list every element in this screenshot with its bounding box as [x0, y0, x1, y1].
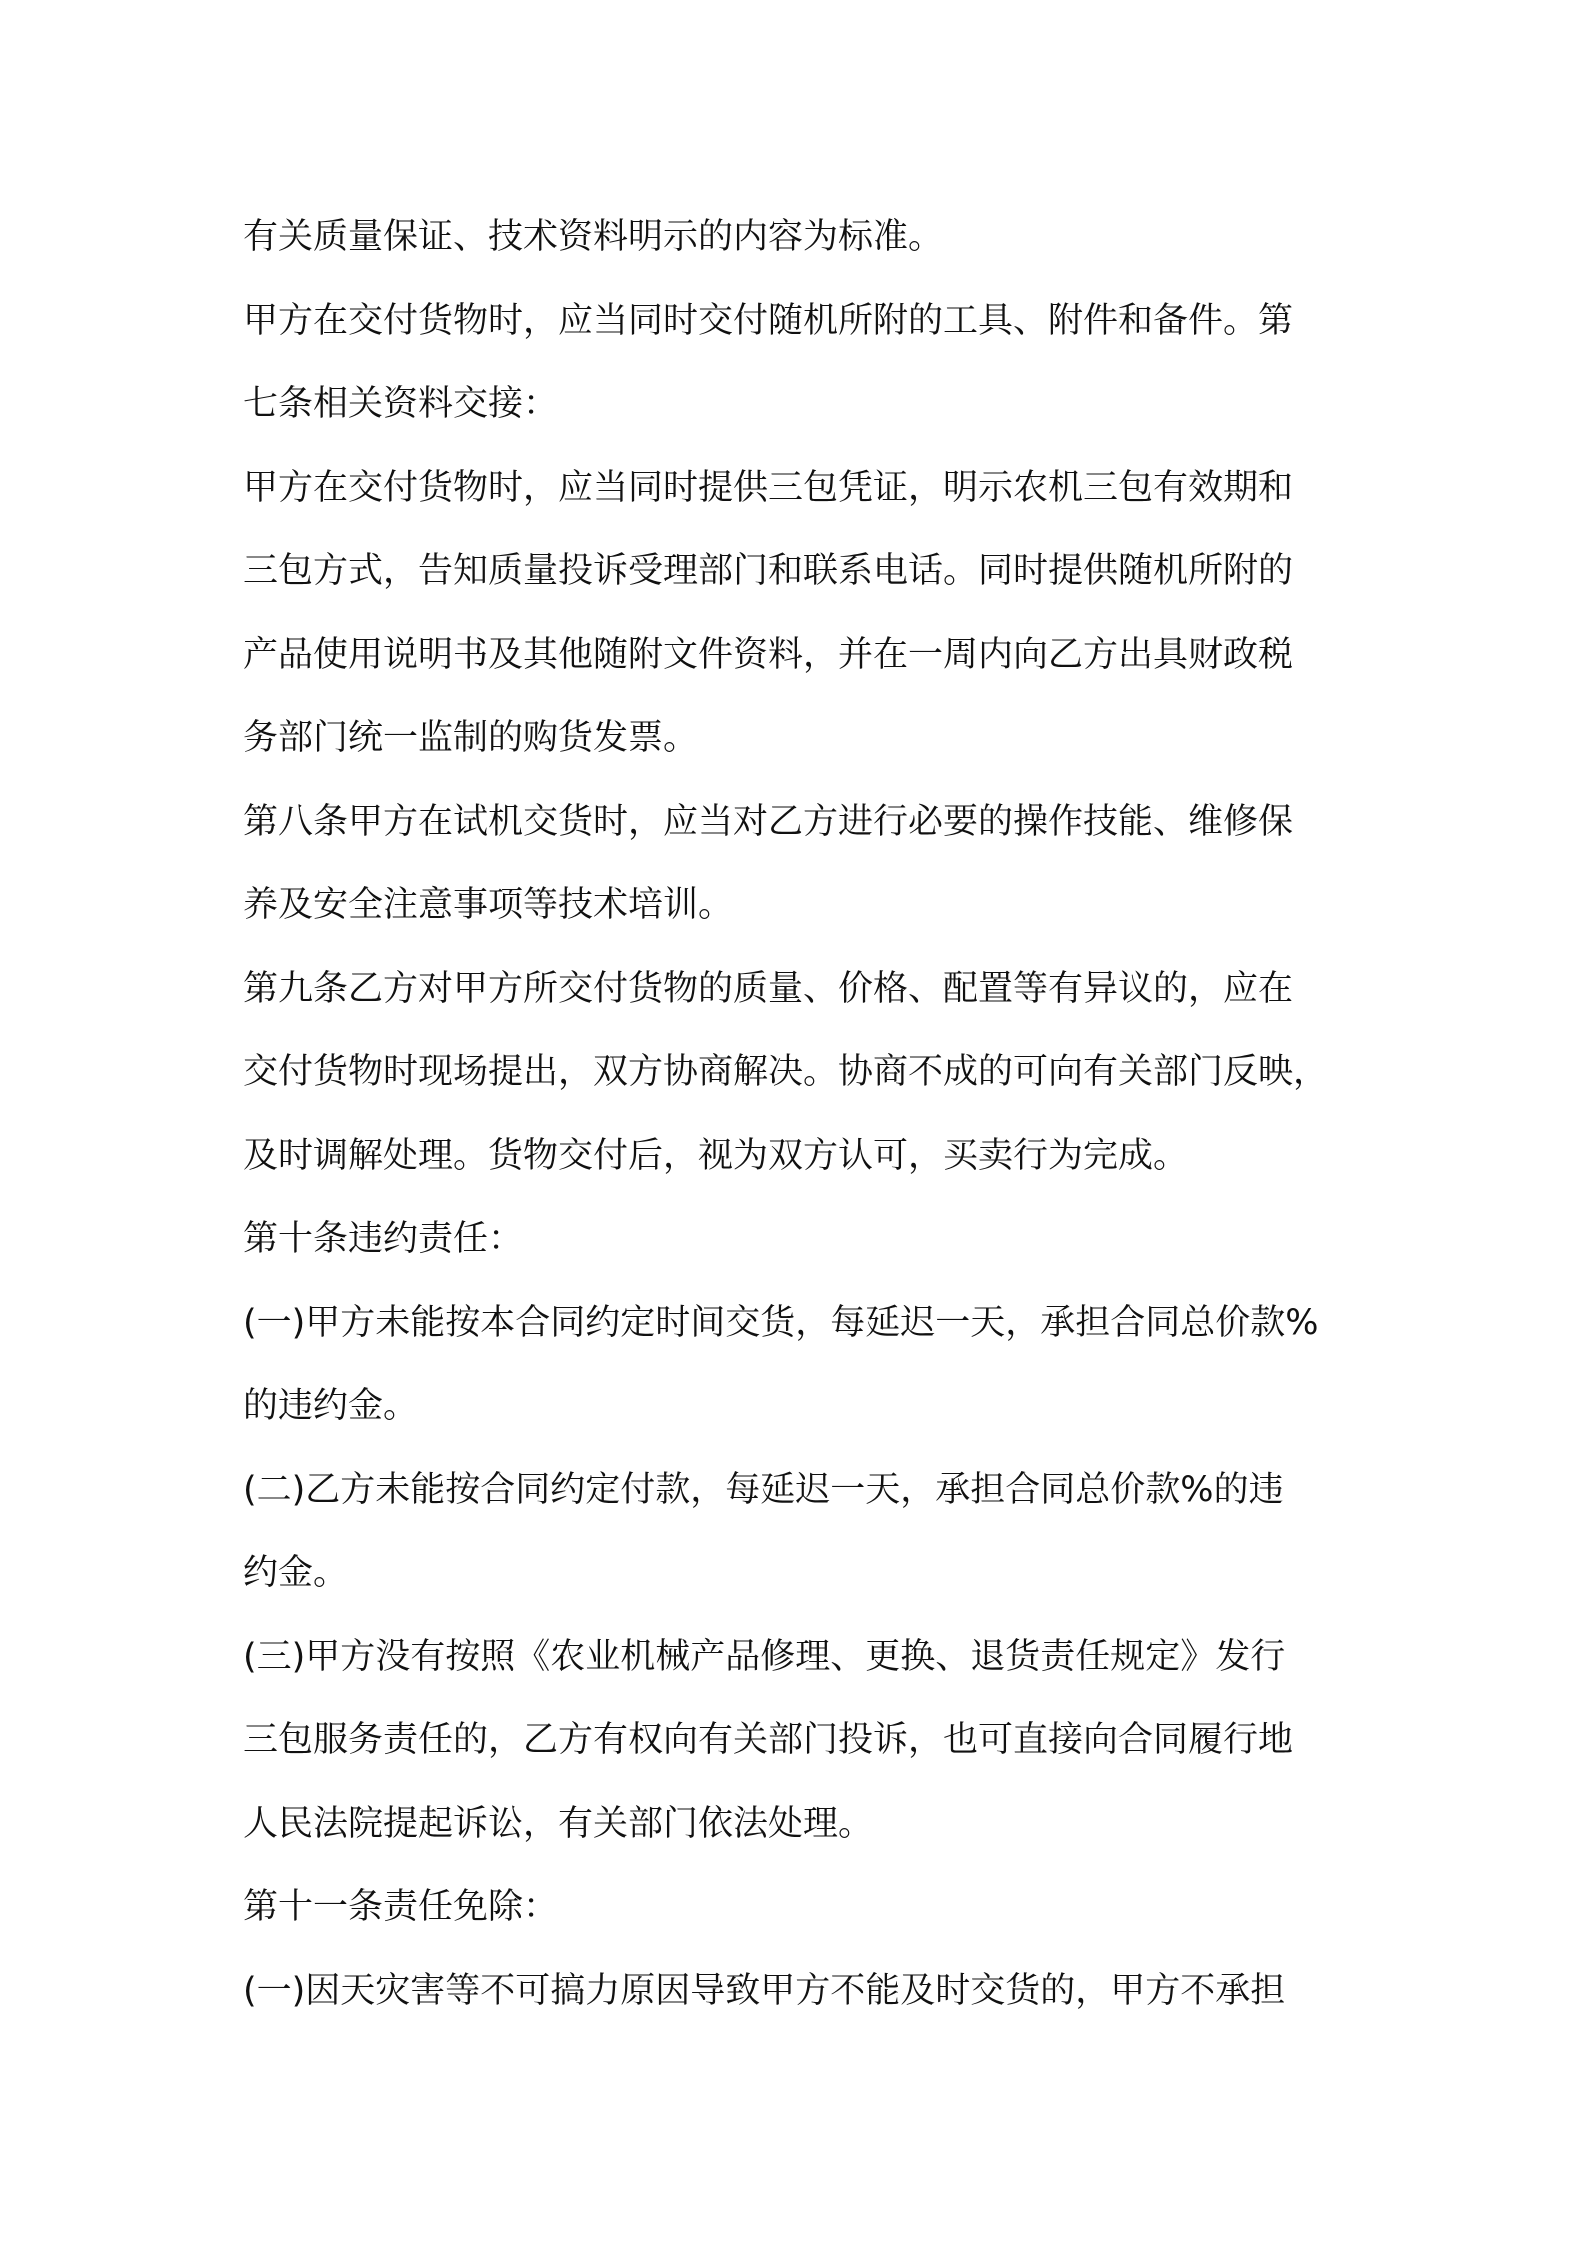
- text-line: (三)甲方没有按照《农业机械产品修理、更换、退货责任规定》发行: [243, 1636, 1286, 1677]
- text-line: 有关质量保证、技术资料明示的内容为标准。: [243, 217, 944, 257]
- text-line: 第十一条责任免除：: [243, 1887, 559, 1927]
- document-body: [243, 196, 1353, 2033]
- text-line: 甲方在交付货物时，应当同时交付随机所附的工具、附件和备件。第: [243, 300, 1294, 341]
- text-line: 第八条甲方在试机交货时，应当对乙方进行必要的操作技能、维修保: [243, 801, 1294, 842]
- text-line: 三包方式，告知质量投诉受理部门和联系电话。同时提供随机所附的: [243, 551, 1294, 591]
- text-line: 七条相关资料交接：: [243, 384, 559, 424]
- text-line: 产品使用说明书及其他随附文件资料，并在一周内向乙方出具财政税: [243, 634, 1294, 675]
- text-line: 及时调解处理。货物交付后，视为双方认可，买卖行为完成。: [243, 1135, 1189, 1176]
- text-line: 约金。: [243, 1553, 349, 1593]
- text-line: 的违约金。: [243, 1386, 419, 1426]
- text-line: (一)甲方未能按本合同约定时间交货，每延迟一天，承担合同总价款%: [243, 1302, 1319, 1343]
- text-line: 三包服务责任的，乙方有权向有关部门投诉，也可直接向合同履行地: [243, 1720, 1294, 1760]
- text-line: (二)乙方未能按合同约定付款，每延迟一天，承担合同总价款%的违: [243, 1469, 1284, 1510]
- text-line: 人民法院提起诉讼，有关部门依法处理。: [243, 1803, 874, 1844]
- text-line: 养及安全注意事项等技术培训。: [243, 885, 734, 925]
- text-line: 第十条违约责任：: [243, 1219, 524, 1259]
- text-line: 甲方在交付货物时，应当同时提供三包凭证，明示农机三包有效期和: [243, 467, 1294, 508]
- text-line: (一)因天灾害等不可搞力原因导致甲方不能及时交货的，甲方不承担: [243, 1970, 1286, 2011]
- text-line: 第九条乙方对甲方所交付货物的质量、价格、配置等有异议的，应在: [243, 968, 1294, 1009]
- text-line: 交付货物时现场提出，双方协商解决。协商不成的可向有关部门反映，: [243, 1052, 1329, 1092]
- text-line: 务部门统一监制的购货发票。: [243, 718, 699, 758]
